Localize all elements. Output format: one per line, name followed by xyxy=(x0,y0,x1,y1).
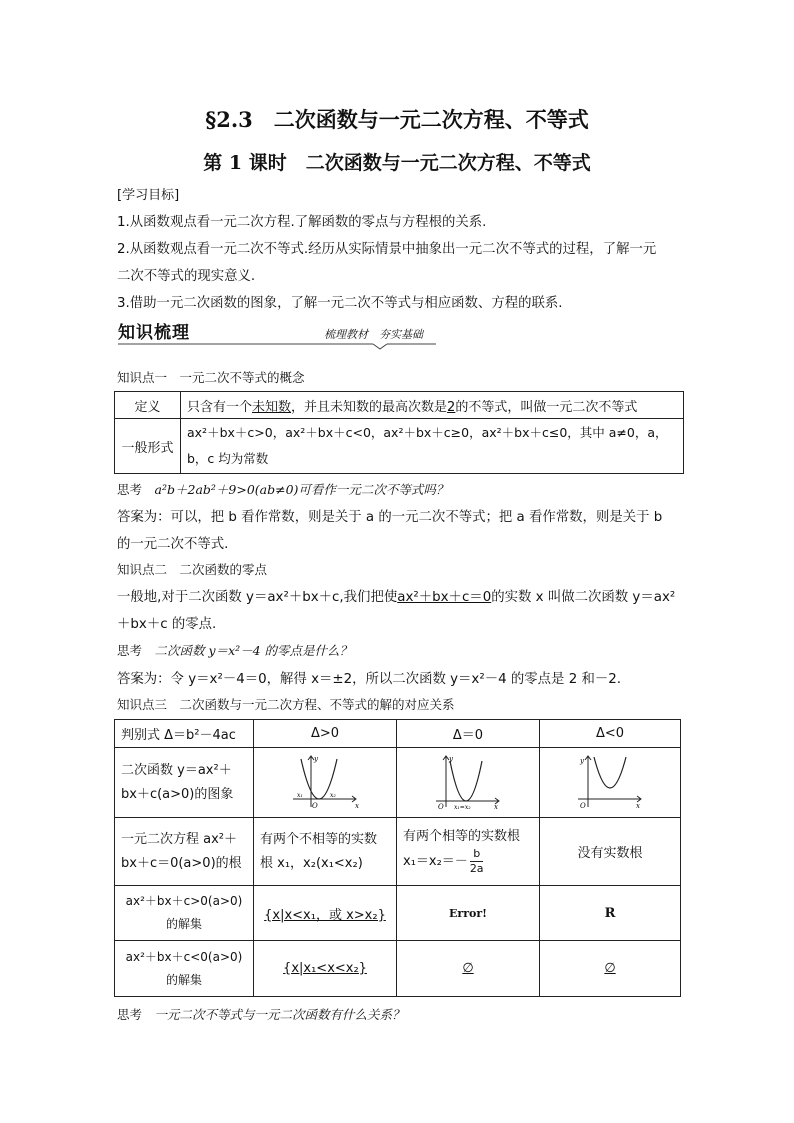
kp3-gt-label: ax²＋bx＋c>0(a>0) 的解集 xyxy=(115,886,254,941)
section-banner-title: 知识梳理 xyxy=(118,323,190,343)
kp3-root-pos: 有两个不相等的实数 根 x₁，x₂(x₁<x₂) xyxy=(254,818,397,886)
kp3-table xyxy=(114,719,681,997)
kp3-lt-zero: ∅ xyxy=(397,941,540,997)
kp3-root-neg: 没有实数根 xyxy=(540,818,681,886)
kp3-lt-label: ax²＋bx＋c<0(a>0) 的解集 xyxy=(115,941,254,997)
kp3-gt-pos: {x|x<x₁，或 x>x₂} xyxy=(254,886,397,941)
kp1-answer-2: 的一元二次不等式. xyxy=(117,537,229,552)
page-title: §2.3 二次函数与一元二次方程、不等式 xyxy=(205,107,589,132)
svg-text:y: y xyxy=(449,754,453,763)
kp1-table xyxy=(114,391,684,474)
svg-text:x: x xyxy=(355,801,359,809)
kp1-form-text: ax²＋bx＋c>0，ax²＋bx＋c<0，ax²＋bx＋c≥0，ax²＋bx＋c≤0，其中 a≠0，a， b，c 均为常数 xyxy=(181,419,684,474)
objective-2-cont: 二次不等式的现实意义. xyxy=(117,269,256,284)
objectives-header: [学习目标] xyxy=(117,188,180,203)
svg-text:y: y xyxy=(580,756,584,765)
objective-3: 3.借助一元二次函数的图象，了解一元二次不等式与相应函数、方程的联系. xyxy=(117,296,563,311)
kp3-heading: 知识点三 二次函数与一元二次方程、不等式的解的对应关系 xyxy=(117,697,455,712)
page-subtitle: 第 1 课时 二次函数与一元二次方程、不等式 xyxy=(203,152,591,174)
kp2-line-2: ＋bx＋c 的零点. xyxy=(117,617,217,632)
svg-text:x₁: x₁ xyxy=(297,791,303,799)
kp3-gt-neg: R xyxy=(540,886,681,941)
kp1-def-text: 只含有一个未知数，并且未知数的最高次数是2的不等式，叫做一元二次不等式 xyxy=(181,392,684,419)
kp1-form-label: 一般形式 xyxy=(115,419,181,474)
kp3-gt-zero: Error! xyxy=(397,886,540,941)
kp1-answer-1: 答案为：可以，把 b 看作常数，则是关于 a 的一元二次不等式；把 a 看作常数，则是关于 b xyxy=(117,510,663,525)
kp3-root-zero: 有两个相等的实数根 x₁＝x₂＝－ b 2a xyxy=(397,818,540,886)
objective-2: 2.从函数观点看一元二次不等式.经历从实际情景中抽象出一元二次不等式的过程，了解一元 xyxy=(117,242,657,257)
svg-text:x₁=x₂: x₁=x₂ xyxy=(454,803,471,809)
kp3-header-disc: 判别式 Δ＝b²－4ac xyxy=(115,720,254,748)
graph-disc-neg xyxy=(540,748,681,818)
svg-text:O: O xyxy=(438,802,444,809)
graph-disc-pos xyxy=(254,748,397,818)
objective-1: 1.从函数观点看一元二次方程.了解函数的零点与方程根的关系. xyxy=(117,215,487,230)
kp2-heading: 知识点二 二次函数的零点 xyxy=(117,562,268,577)
kp1-think: 思考 a²b＋2ab²＋9>0(ab≠0)可看作一元二次不等式吗？ xyxy=(117,482,449,497)
final-think: 思考 一元二次不等式与一元二次函数有什么关系？ xyxy=(117,1007,405,1022)
kp3-lt-pos: {x|x₁<x<x₂} xyxy=(254,941,397,997)
svg-text:x: x xyxy=(494,802,498,809)
svg-text:x: x xyxy=(636,801,640,809)
kp3-header-pos: Δ>0 xyxy=(254,720,397,748)
kp3-root-label: 一元二次方程 ax²＋ bx＋c＝0(a>0)的根 xyxy=(115,818,254,886)
kp2-answer: 答案为：令 y＝x²－4＝0，解得 x＝±2，所以二次函数 y＝x²－4 的零点是 2 和－2. xyxy=(117,672,622,687)
graph-disc-zero xyxy=(397,748,540,818)
svg-text:O: O xyxy=(312,801,318,809)
kp3-header-neg: Δ<0 xyxy=(540,720,681,748)
kp2-line-1: 一般地,对于二次函数 y＝ax²＋bx＋c,我们把使ax²＋bx＋c＝0的实数 x 叫做二次函数 y＝ax² xyxy=(117,590,676,605)
svg-text:x₂: x₂ xyxy=(330,791,336,799)
kp3-graph-label: 二次函数 y＝ax²＋ bx＋c(a>0)的图象 xyxy=(115,748,254,818)
kp1-heading: 知识点一 一元二次不等式的概念 xyxy=(117,370,305,385)
svg-text:O: O xyxy=(580,801,586,809)
kp2-think: 思考 二次函数 y＝x²－4 的零点是什么？ xyxy=(117,643,353,658)
kp3-header-zero: Δ＝0 xyxy=(397,720,540,748)
section-banner-tag: 梳理教材 夯实基础 xyxy=(324,328,423,341)
kp3-lt-neg: ∅ xyxy=(540,941,681,997)
kp1-def-label: 定义 xyxy=(115,392,181,419)
svg-text:y: y xyxy=(314,754,318,763)
section-banner-rule xyxy=(118,338,438,352)
